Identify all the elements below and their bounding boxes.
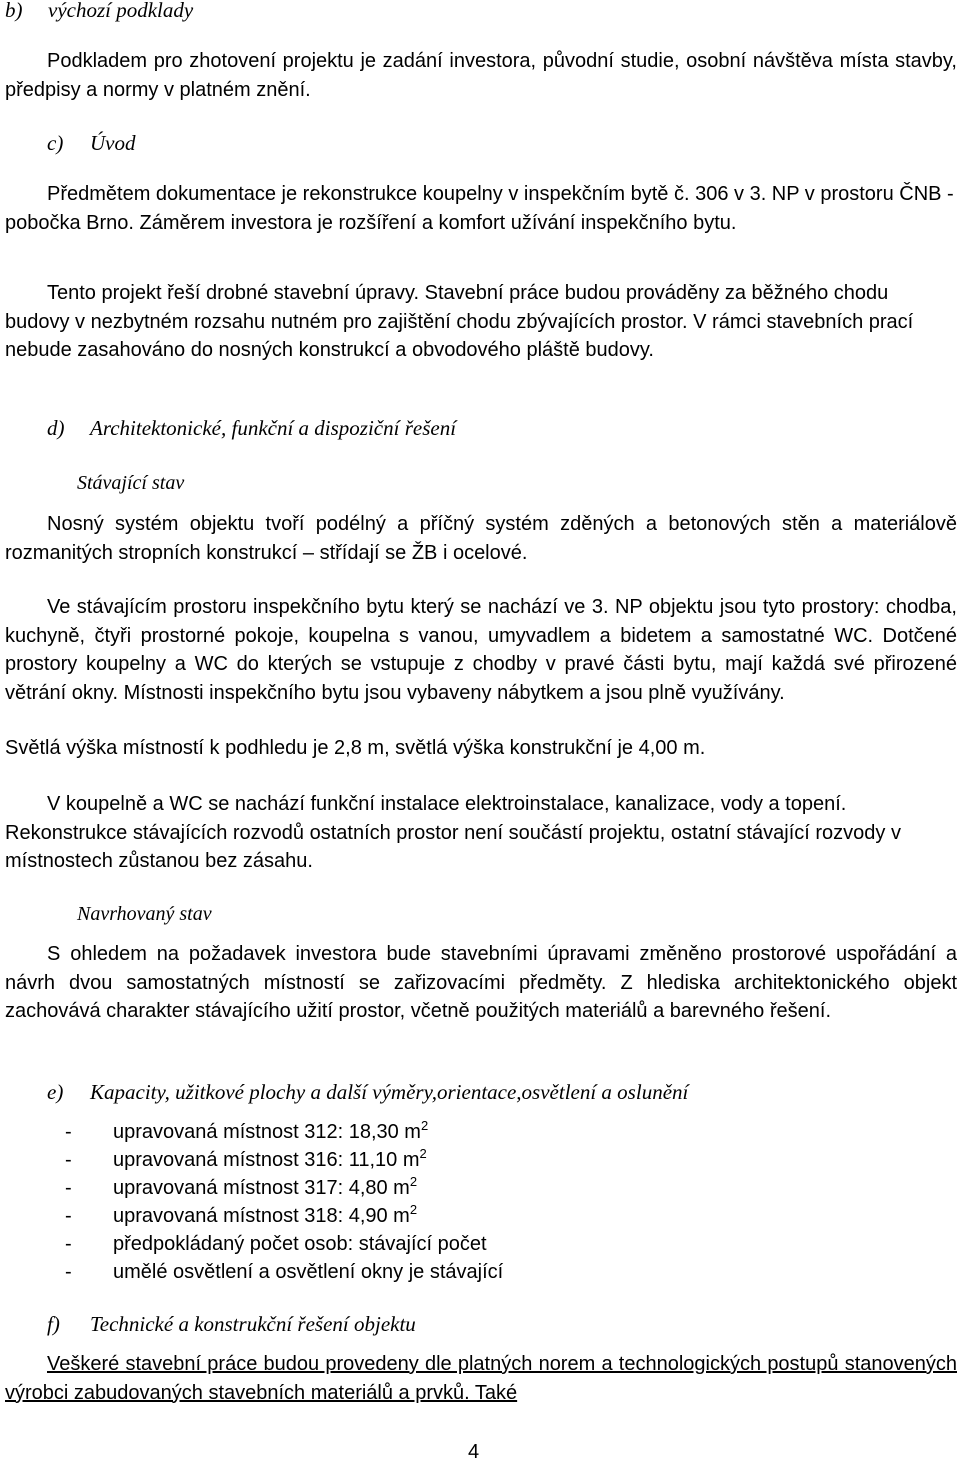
- superscript: 2: [409, 1202, 418, 1217]
- capacity-text: upravovaná místnost 312: 18,30 m: [113, 1121, 421, 1143]
- superscript: 2: [420, 1118, 429, 1133]
- list-dash: -: [65, 1121, 72, 1143]
- page-number: 4: [468, 1441, 480, 1463]
- section-heading-f: [47, 1310, 416, 1338]
- section-heading-e: [47, 1078, 688, 1106]
- capacity-item: [65, 1174, 417, 1203]
- paragraph-stav-3: Světlá výška místností k podhledu je 2,8 m, světlá výška konstrukční je 4,00 m.: [5, 737, 706, 759]
- section-label: b): [5, 0, 23, 22]
- section-label: c): [47, 131, 64, 155]
- list-dash: -: [65, 1149, 72, 1171]
- paragraph-uvod-2: Tento projekt řeší drobné stavební úpravy. Stavební práce budou prováděny za běžného chodu budovy v nezbytném rozsahu nutném pro zajištění chodu zbývajících prostor. V rámci stavebních prací nebude zasahováno do nosných konstrukcí a obvodového pláště budovy.: [5, 282, 914, 361]
- capacity-text: upravovaná místnost 317: 4,80 m: [113, 1177, 410, 1199]
- section-heading-c: [47, 129, 136, 157]
- section-heading-d: [47, 414, 456, 442]
- superscript: 2: [419, 1146, 427, 1161]
- list-dash: -: [65, 1205, 72, 1227]
- superscript: 2: [409, 1174, 418, 1189]
- list-dash: -: [65, 1261, 72, 1283]
- section-label: e): [47, 1080, 64, 1104]
- list-dash: -: [65, 1177, 72, 1199]
- paragraph-stav-4: V koupelně a WC se nachází funkční instalace elektroinstalace, kanalizace, vody a topení. Rekonstrukce stávajících rozvodů ostatních prostor není součástí projektu, ostatní stávající rozvody v místnostech zůstanou bez zásahu.: [5, 793, 901, 872]
- paragraph-navrh-1: S ohledem na požadavek investora bude stavebními úpravami změněno prostorové uspořádání a návrh dvou samostatných místností se zařizovacími předměty. Z hlediska architektonického objekt zachovává charakter stávajícího užití prostor, včetně použitých materiálů a barevného řešení.: [5, 943, 957, 1022]
- capacity-item: [65, 1118, 428, 1147]
- capacity-item: [65, 1146, 427, 1175]
- capacity-item: [65, 1202, 417, 1231]
- capacity-text: umělé osvětlení a osvětlení okny je stávající: [113, 1261, 504, 1283]
- section-title: Úvod: [90, 131, 136, 155]
- capacity-text: upravovaná místnost 318: 4,90 m: [113, 1205, 410, 1227]
- list-dash: -: [65, 1233, 72, 1255]
- section-title: Technické a konstrukční řešení objektu: [90, 1312, 416, 1336]
- paragraph-stav-2: Ve stávajícím prostoru inspekčního bytu který se nachází ve 3. NP objektu jsou tyto prostory: chodba, kuchyně, čtyři prostorné pokoje, koupelna s vanou, umyvadlem a bidetem a samostatné WC. Dotčené prostory koupelny a WC do kterých se vstupuje z chodby v pravé části bytu, mají každá své přirozené větrání okny. Místnosti inspekčního bytu jsou vybaveny nábytkem a jsou plně využívány.: [5, 596, 957, 704]
- capacity-item: [65, 1230, 487, 1259]
- paragraph-stav-1: Nosný systém objektu tvoří podélný a příčný systém zděných a betonových stěn a materiálově rozmanitých stropních konstrukcí – střídají se ŽB i ocelové.: [5, 513, 957, 564]
- subheading-stavajici-stav: Stávající stav: [77, 472, 185, 494]
- capacity-item: [65, 1258, 503, 1287]
- paragraph-podklady: Podkladem pro zhotovení projektu je zadání investora, původní studie, osobní návštěva místa stavby, předpisy a normy v platném znění.: [5, 50, 957, 101]
- paragraph-tech-1: Veškeré stavební práce budou provedeny dle platných norem a technologických postupů stanovených výrobci zabudovaných stavebních materiálů a prvků. Také: [5, 1353, 957, 1404]
- capacity-text: upravovaná místnost 316: 11,10 m: [113, 1149, 420, 1171]
- section-heading-b: [5, 0, 193, 24]
- section-label: f): [47, 1312, 60, 1336]
- section-title: Architektonické, funkční a dispoziční řešení: [90, 416, 457, 440]
- section-title: Kapacity, užitkové plochy a další výměry,orientace,osvětlení a oslunění: [90, 1080, 689, 1104]
- section-title: výchozí podklady: [48, 0, 194, 22]
- subheading-navrhovany-stav: Navrhovaný stav: [77, 903, 212, 925]
- paragraph-uvod-1: Předmětem dokumentace je rekonstrukce koupelny v inspekčním bytě č. 306 v 3. NP v prostoru ČNB - pobočka Brno. Záměrem investora je rozšíření a komfort užívání inspekčního bytu.: [5, 183, 954, 234]
- capacity-text: předpokládaný počet osob: stávající počet: [113, 1233, 487, 1255]
- section-label: d): [47, 416, 65, 440]
